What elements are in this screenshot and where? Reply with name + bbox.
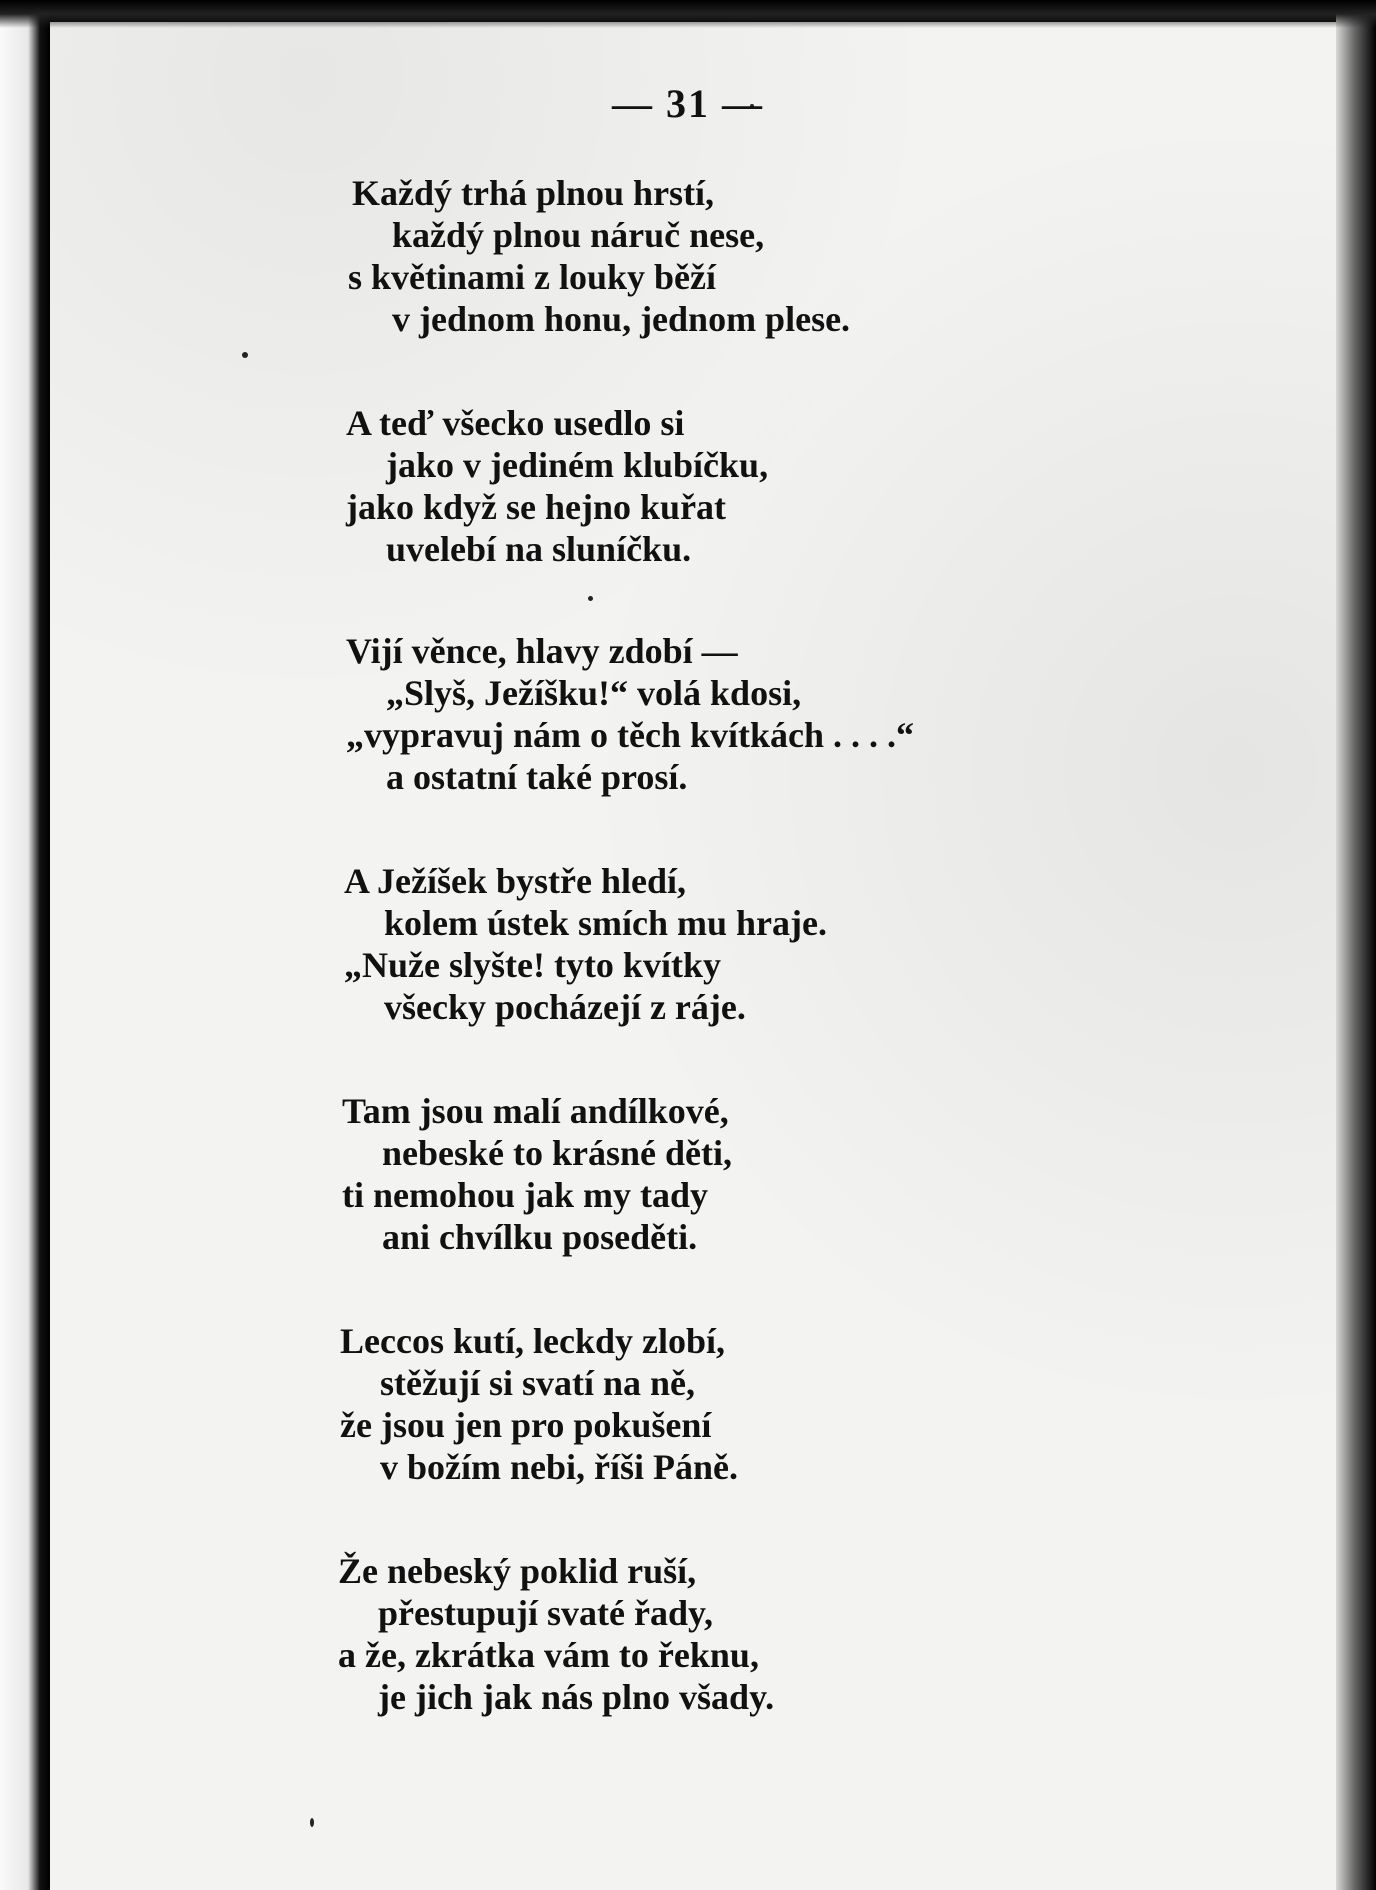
poem-line: nebeské to krásné děti, — [382, 1133, 732, 1173]
poem-line: jako když se hejno kuřat — [346, 487, 727, 527]
poem-line: Leccos kutí, leckdy zlobí, — [340, 1321, 725, 1361]
stanza-1 — [348, 172, 1112, 340]
poem-line: že jsou jen pro pokušení — [340, 1405, 712, 1445]
poem-line: v jednom honu, jednom plese. — [392, 299, 851, 339]
stanza-4 — [344, 860, 1112, 1028]
stanza-7 — [338, 1550, 1112, 1718]
poem-line: stěžují si svatí na ně, — [380, 1363, 695, 1403]
print-speck — [242, 352, 248, 358]
poem-line: A Ježíšek bystře hledí, — [344, 861, 686, 901]
poem-line: „Slyš, Ježíšku!“ volá kdosi, — [386, 673, 802, 713]
stanza-5 — [342, 1090, 1112, 1258]
poem-line: ti nemohou jak my tady — [342, 1175, 709, 1215]
page-left-edge — [0, 0, 50, 1890]
poem-line: „Nuže slyšte! tyto kvítky — [344, 945, 721, 985]
poem-line: všecky pocházejí z ráje. — [384, 987, 746, 1027]
poem-line: A teď všecko usedlo si — [346, 403, 685, 443]
poem-line: uvelebí na sluníčku. — [386, 529, 692, 569]
stanza-3 — [346, 630, 1112, 798]
poem-line: s květinami z louky běží — [348, 257, 717, 297]
poem-line: „vypravuj nám o těch kvítkách . . . .“ — [346, 715, 915, 755]
page-right-edge — [1336, 0, 1376, 1890]
poem-line: a ostatní také prosí. — [386, 757, 688, 797]
poem — [338, 172, 1112, 1718]
stanza-2 — [346, 402, 1112, 570]
poem-line: jako v jediném klubíčku, — [386, 445, 769, 485]
poem-line: v božím nebi, říši Páně. — [380, 1447, 738, 1487]
poem-line: a že, zkrátka vám to řeknu, — [338, 1635, 759, 1675]
stanza-6 — [340, 1320, 1112, 1488]
poem-line: kolem ústek smích mu hraje. — [384, 903, 827, 943]
poem-line: Vijí věnce, hlavy zdobí — — [346, 631, 738, 671]
poem-line: ani chvílku poseděti. — [382, 1217, 698, 1257]
page-top-edge — [0, 0, 1376, 28]
poem-line: Že nebeský poklid ruší, — [338, 1551, 697, 1591]
poem-line: každý plnou náruč nese, — [392, 215, 765, 255]
poem-line: je jich jak nás plno všady. — [378, 1677, 775, 1717]
page-number: — 31 — — [612, 81, 764, 126]
print-speck — [310, 1818, 314, 1827]
poem-line: přestupují svaté řady, — [378, 1593, 714, 1633]
poem-line: Každý trhá plnou hrstí, — [352, 173, 715, 213]
poem-line: Tam jsou malí andílkové, — [342, 1091, 729, 1131]
